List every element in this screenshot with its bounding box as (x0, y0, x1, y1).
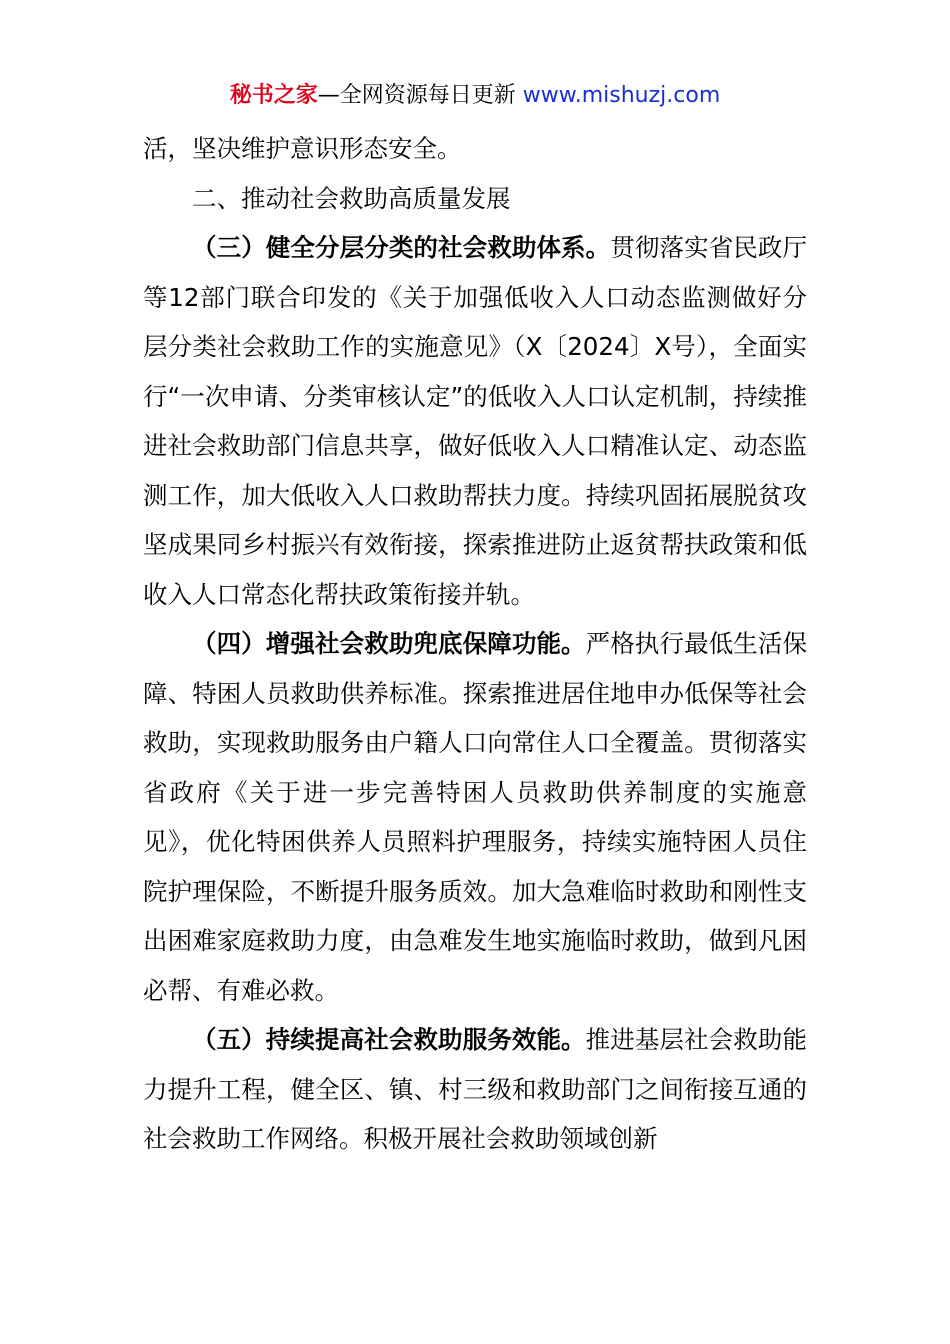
site-url-link[interactable]: www.mishuzj.com (522, 83, 721, 108)
paragraph-text: 严格执行最低生活保障、特困人员救助供养标准。探索推进居住地申办低保等社会救助，实现救助服务由户籍人口向常住人口全覆盖。贯彻落实省政府《关于进一步完善特困人员救助供养制度的实施意见》，优化特困供养人员照料护理服务，持续实施特困人员住院护理保险，不断提升服务质效。加大急难临时救助和刚性支出困难家庭救助力度，由急难发生地实施临时救助，做到凡困必帮、有难必救。 (143, 629, 808, 1005)
site-tagline: —全网资源每日更新 (317, 83, 516, 108)
document-body (143, 124, 807, 1164)
paragraph-heading: （三）健全分层分类的社会救助体系。 (192, 233, 611, 262)
paragraph-heading: （四）增强社会救助兜底保障功能。 (192, 629, 586, 658)
section-heading: 二、推动社会救助高质量发展 (192, 183, 511, 213)
paragraph-5 (143, 1015, 807, 1164)
continuation-text: 活，坚决维护意识形态安全。 (143, 134, 462, 163)
paragraph-text: 贯彻落实省民政厅等12部门联合印发的《关于加强低收入人口动态监测做好分层分类社会救助工作的实施意见》（X〔2024〕X号），全面实行“一次申请、分类审核认定”的低收入人口认定机制，持续推进社会救助部门信息共享，做好低收入人口精准认定、动态监测工作，加大低收入人口救助帮扶力度。持续巩固拓展脱贫攻坚成果同乡村振兴有效衔接，探索推进防止返贫帮扶政策和低收入人口常态化帮扶政策衔接并轨。 (143, 233, 808, 609)
paragraph-heading: （五）持续提高社会救助服务效能。 (192, 1025, 586, 1054)
paragraph-4 (143, 619, 807, 1015)
site-brand: 秘书之家 (229, 83, 318, 108)
paragraph-text: 推进基层社会救助能力提升工程，健全区、镇、村三级和救助部门之间衔接互通的社会救助工作网络。积极开展社会救助领域创新 (143, 1025, 808, 1153)
page-header (0, 80, 950, 112)
paragraph-3 (143, 223, 807, 619)
